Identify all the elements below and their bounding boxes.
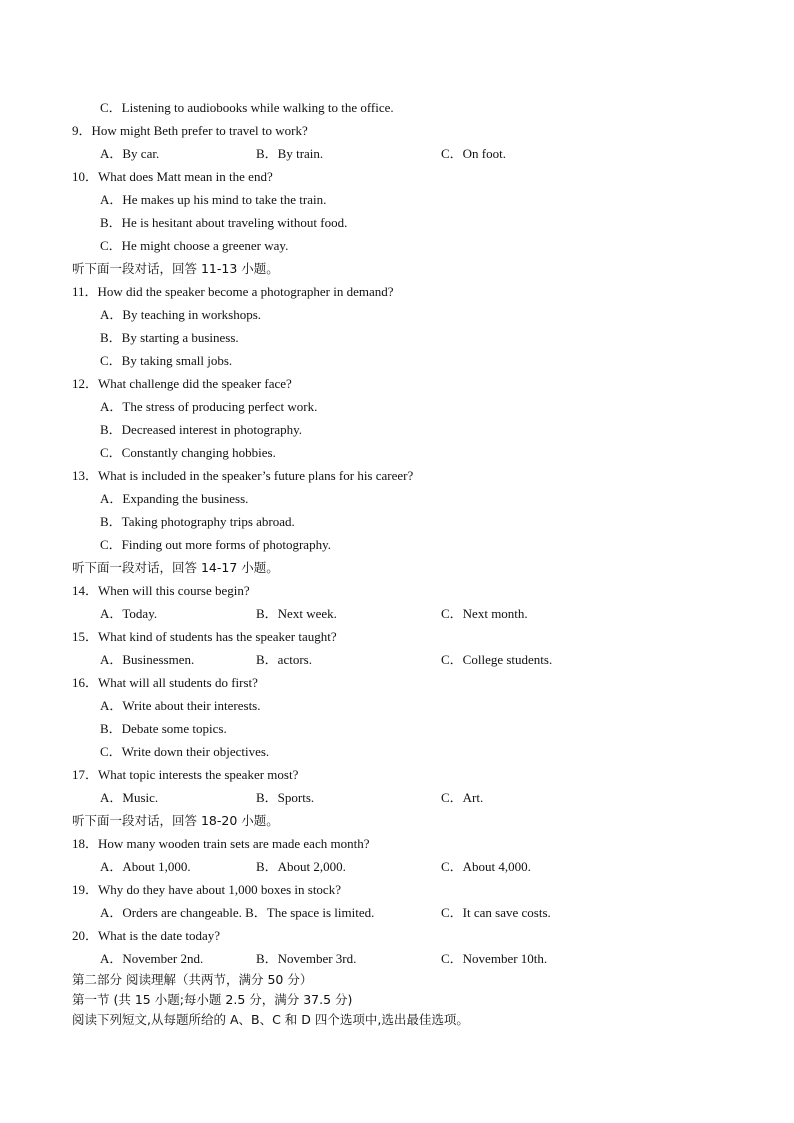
question-13: 13．What is included in the speaker’s future plans for his career? [72, 468, 414, 483]
q14-option-a: A．Today. [100, 606, 158, 621]
q19-option-a-b: A．Orders are changeable. B．The space is limited. [100, 905, 375, 920]
q15-option-a: A．Businessmen. [100, 652, 195, 667]
q14-options [72, 602, 732, 625]
q19-option-c: C．It can save costs. [441, 905, 551, 920]
part-two-heading: 第二部分 阅读理解（共两节，满分 50 分） [72, 972, 313, 987]
q14-option-b: B．Next week. [256, 606, 337, 621]
q19-options [72, 901, 732, 924]
q17-option-c: C．Art. [441, 790, 484, 805]
section-instruction-18-20: 听下面一段对话，回答 18-20 小题。 [72, 813, 279, 828]
question-17: 17．What topic interests the speaker most? [72, 767, 299, 782]
q17-option-a: A．Music. [100, 790, 159, 805]
q17-options [72, 786, 732, 809]
q10-option-b: B．He is hesitant about traveling without food. [100, 215, 348, 230]
q15-option-b: B．actors. [256, 652, 312, 667]
question-15: 15．What kind of students has the speaker taught? [72, 629, 337, 644]
q20-option-b: B．November 3rd. [256, 951, 357, 966]
q18-option-c: C．About 4,000. [441, 859, 531, 874]
question-14: 14．When will this course begin? [72, 583, 250, 598]
q16-option-b: B．Debate some topics. [100, 721, 227, 736]
q11-option-b: B．By starting a business. [100, 330, 239, 345]
reading-instruction: 阅读下列短文,从每题所给的 A、B、C 和 D 四个选项中,选出最佳选项。 [72, 1012, 469, 1027]
q14-option-c: C．Next month. [441, 606, 528, 621]
question-20: 20．What is the date today? [72, 928, 221, 943]
q9-options [72, 142, 732, 165]
question-10: 10．What does Matt mean in the end? [72, 169, 273, 184]
q16-option-a: A．Write about their interests. [100, 698, 261, 713]
q20-options [72, 947, 732, 970]
q17-option-b: B．Sports. [256, 790, 315, 805]
q20-option-a: A．November 2nd. [100, 951, 204, 966]
q13-option-a: A．Expanding the business. [100, 491, 249, 506]
section-instruction-11-13: 听下面一段对话，回答 11-13 小题。 [72, 261, 279, 276]
question-18: 18．How many wooden train sets are made each month? [72, 836, 370, 851]
q10-option-a: A．He makes up his mind to take the train. [100, 192, 327, 207]
q13-option-c: C．Finding out more forms of photography. [100, 537, 331, 552]
q18-option-a: A．About 1,000. [100, 859, 191, 874]
question-16: 16．What will all students do first? [72, 675, 258, 690]
question-11: 11．How did the speaker become a photographer in demand? [72, 284, 394, 299]
q13-option-b: B．Taking photography trips abroad. [100, 514, 295, 529]
q11-option-c: C．By taking small jobs. [100, 353, 233, 368]
q9-option-c: C．On foot. [441, 146, 507, 161]
q8-option-c: C．Listening to audiobooks while walking to the office. [100, 100, 394, 115]
q12-option-b: B．Decreased interest in photography. [100, 422, 303, 437]
q16-option-c: C．Write down their objectives. [100, 744, 270, 759]
q12-option-c: C．Constantly changing hobbies. [100, 445, 276, 460]
q18-option-b: B．About 2,000. [256, 859, 346, 874]
question-12: 12．What challenge did the speaker face? [72, 376, 292, 391]
exam-content [72, 96, 732, 1030]
q9-option-a: A．By car. [100, 146, 160, 161]
q18-options [72, 855, 732, 878]
q9-option-b: B．By train. [256, 146, 324, 161]
q15-options [72, 648, 732, 671]
section-one-heading: 第一节 (共 15 小题;每小题 2.5 分，满分 37.5 分) [72, 992, 353, 1007]
section-instruction-14-17: 听下面一段对话，回答 14-17 小题。 [72, 560, 279, 575]
question-9: 9．How might Beth prefer to travel to work? [72, 123, 308, 138]
q12-option-a: A．The stress of producing perfect work. [100, 399, 318, 414]
q10-option-c: C．He might choose a greener way. [100, 238, 289, 253]
q15-option-c: C．College students. [441, 652, 553, 667]
question-19: 19．Why do they have about 1,000 boxes in stock? [72, 882, 341, 897]
q20-option-c: C．November 10th. [441, 951, 548, 966]
q11-option-a: A．By teaching in workshops. [100, 307, 262, 322]
